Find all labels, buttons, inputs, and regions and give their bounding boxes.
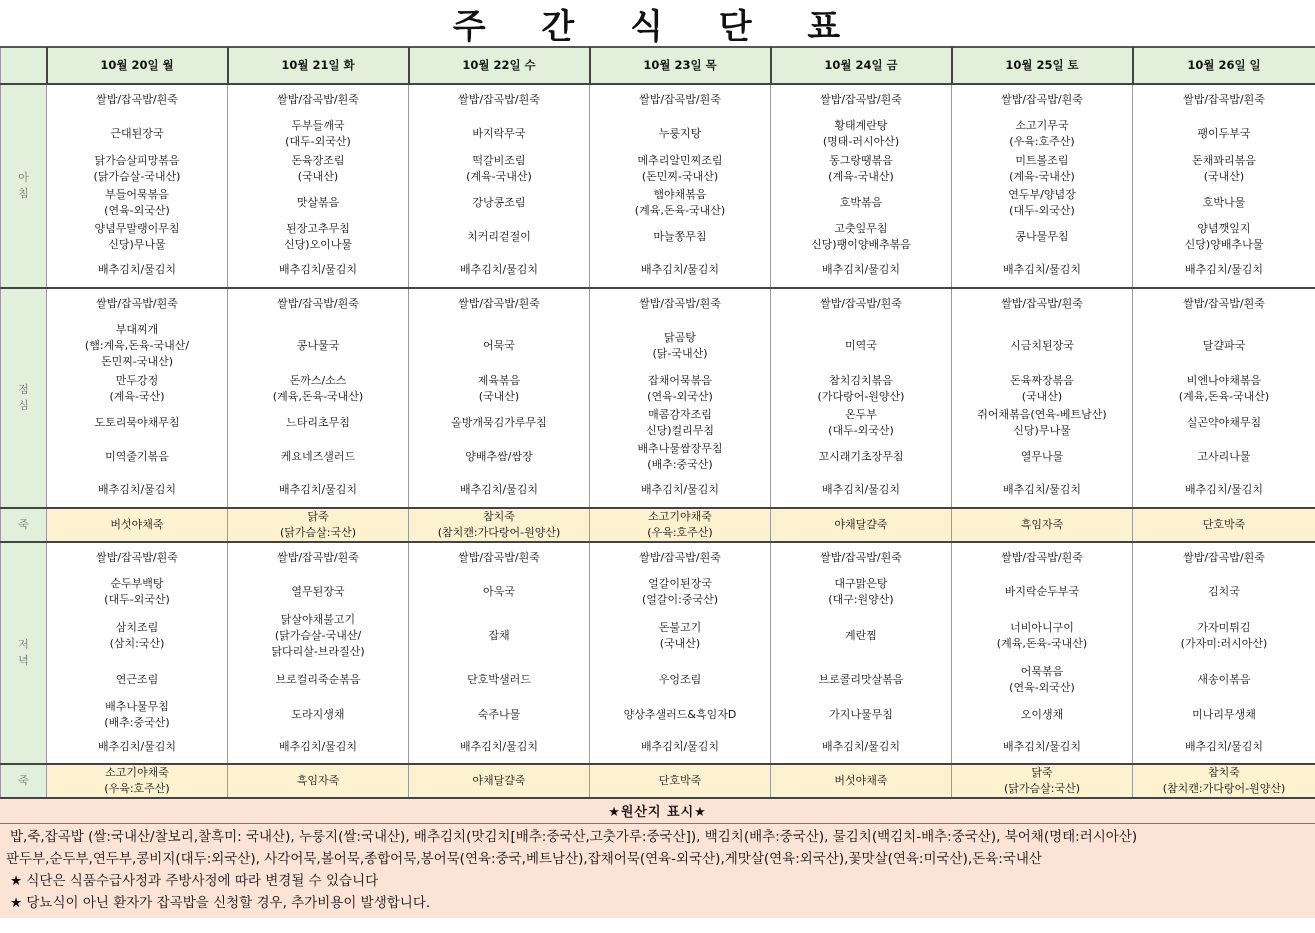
dish-cell: 열무나물 (952, 440, 1133, 474)
dish-cell: 브로컬리죽순볶음 (228, 662, 409, 698)
menu-row (1, 220, 1315, 254)
dish-cell: 쌀밥/잡곡밥/흰죽 (228, 542, 409, 574)
weekly-menu-table (0, 47, 1315, 797)
dish-cell: 햄야채볶음 (계육,돈육-국내산) (590, 186, 771, 220)
notice-menu-change: ★ 식단은 식품수급사정과 주방사정에 따라 변경될 수 있습니다 (10, 872, 379, 889)
dish-cell: 배추김치/물김치 (47, 474, 228, 508)
dish-cell: 양념무말랭이무침 신당)무나물 (47, 220, 228, 254)
day-header: 10월 22일 수 (409, 48, 590, 84)
dish-cell: 가지나물무침 (771, 698, 952, 732)
dish-cell: 참치김치볶음 (가다랑어-원양산) (771, 372, 952, 406)
dish-cell: 아욱국 (409, 574, 590, 610)
origin-line-2: 판두부,순두부,연두부,콩비지(대두:외국산), 사각어묵,볼어묵,종합어묵,봉어묵(연육:중국,베트남산),잡채어묵(연육-외국산),게맛살(연육:외국산),꽃맛살(연육:미국산),돈육:국내산 (6, 850, 1042, 867)
dish-cell: 돈불고기 (국내산) (590, 610, 771, 662)
dish-cell: 호박볶음 (771, 186, 952, 220)
porridge-cell: 단호박죽 (1133, 508, 1315, 542)
dish-cell: 부대찌개 (햄:계육,돈육-국내산/ 돈민찌-국내산) (47, 320, 228, 372)
dish-cell: 쌀밥/잡곡밥/흰죽 (47, 84, 228, 116)
dish-cell: 배추김치/물김치 (952, 474, 1133, 508)
dish-cell: 부들어묵볶음 (연육-외국산) (47, 186, 228, 220)
corner-cell (1, 48, 47, 84)
porridge-cell: 야채달걀죽 (409, 764, 590, 797)
dish-cell: 달걀파국 (1133, 320, 1315, 372)
dish-cell: 어묵볶음 (연육-외국산) (952, 662, 1133, 698)
dish-cell: 도라지생채 (228, 698, 409, 732)
dish-cell: 배추김치/물김치 (228, 254, 409, 288)
menu-row (1, 610, 1315, 662)
porridge-cell: 야채달걀죽 (771, 508, 952, 542)
dish-cell: 닭곰탕 (닭-국내산) (590, 320, 771, 372)
origin-line-1: 밥,죽,잡곡밥 (쌀:국내산/찰보리,찰흑미: 국내산), 누룽지(쌀:국내산), 배추김치(맛김치[배추:중국산,고춧가루:중국산]), 백김치(배추:중국산), 물김치(백김치-배추:중국산), 북어채(명태:러시아산) (10, 828, 1138, 845)
dish-cell: 배추김치/물김치 (590, 474, 771, 508)
dish-cell: 바지락순두부국 (952, 574, 1133, 610)
meal-label-porridge: 죽 (1, 508, 47, 542)
dish-cell: 돈육장조림 (국내산) (228, 152, 409, 186)
porridge-cell: 단호박죽 (590, 764, 771, 797)
dish-cell: 배추김치/물김치 (590, 254, 771, 288)
dish-cell: 배추김치/물김치 (771, 254, 952, 288)
dish-cell: 꼬시래기초장무침 (771, 440, 952, 474)
menu-row (1, 116, 1315, 152)
dish-cell: 연두부/양념장 (대두-외국산) (952, 186, 1133, 220)
dish-cell: 쌀밥/잡곡밥/흰죽 (952, 542, 1133, 574)
dish-cell: 강낭콩조림 (409, 186, 590, 220)
dish-cell: 쥐어채볶음(연육-베트남산) 신당)무나물 (952, 406, 1133, 440)
dish-cell: 고춧잎무침 신당)팽이양배추볶음 (771, 220, 952, 254)
dish-cell: 양념깻잎지 신당)양배추나물 (1133, 220, 1315, 254)
origin-notes (0, 824, 1315, 918)
menu-row (1, 732, 1315, 764)
dish-cell: 쌀밥/잡곡밥/흰죽 (409, 288, 590, 320)
dish-cell: 대구맑은탕 (대구:원양산) (771, 574, 952, 610)
dish-cell: 케요네즈샐러드 (228, 440, 409, 474)
dish-cell: 쌀밥/잡곡밥/흰죽 (1133, 542, 1315, 574)
dish-cell: 배추김치/물김치 (47, 732, 228, 764)
dish-cell: 떡갈비조림 (계육-국내산) (409, 152, 590, 186)
meal-label-breakfast: 아 침 (1, 84, 47, 288)
dish-cell: 쌀밥/잡곡밥/흰죽 (228, 84, 409, 116)
menu-row (1, 542, 1315, 574)
dish-cell: 쌀밥/잡곡밥/흰죽 (47, 288, 228, 320)
dish-cell: 배추나물쌈장무침 (배추:중국산) (590, 440, 771, 474)
porridge-cell: 소고기야채죽 (우육:호주산) (590, 508, 771, 542)
page-title: 주 간 식 단 표 (0, 0, 1315, 47)
dish-cell: 팽이두부국 (1133, 116, 1315, 152)
dish-cell: 시금치된장국 (952, 320, 1133, 372)
dish-cell: 양배추쌈/쌈장 (409, 440, 590, 474)
menu-row (1, 186, 1315, 220)
dish-cell: 배추김치/물김치 (952, 254, 1133, 288)
dish-cell: 쌀밥/잡곡밥/흰죽 (590, 542, 771, 574)
dish-cell: 비엔나야채볶음 (계육,돈육-국내산) (1133, 372, 1315, 406)
dish-cell: 가자미튀김 (가자미:러시아산) (1133, 610, 1315, 662)
dish-cell: 양상추샐러드&흑임자D (590, 698, 771, 732)
dish-cell: 쌀밥/잡곡밥/흰죽 (952, 288, 1133, 320)
dish-cell: 돈까스/소스 (계육,돈육-국내산) (228, 372, 409, 406)
dish-cell: 온두부 (대두-외국산) (771, 406, 952, 440)
dish-cell: 순두부백탕 (대두-외국산) (47, 574, 228, 610)
dish-cell: 쌀밥/잡곡밥/흰죽 (771, 288, 952, 320)
dish-cell: 배추김치/물김치 (771, 474, 952, 508)
menu-row (1, 372, 1315, 406)
dish-cell: 계란찜 (771, 610, 952, 662)
dish-cell: 배추김치/물김치 (952, 732, 1133, 764)
dish-cell: 도토리묵야채무침 (47, 406, 228, 440)
dish-cell: 쌀밥/잡곡밥/흰죽 (47, 542, 228, 574)
dish-cell: 메추리알민찌조림 (돈민찌-국내산) (590, 152, 771, 186)
dish-cell: 배추나물무침 (배추:중국산) (47, 698, 228, 732)
dish-cell: 매콤감자조림 신당)컬리무침 (590, 406, 771, 440)
dish-cell: 바지락무국 (409, 116, 590, 152)
day-header: 10월 24일 금 (771, 48, 952, 84)
porridge-cell: 버섯야채죽 (771, 764, 952, 797)
dish-cell: 연근조림 (47, 662, 228, 698)
menu-row (1, 698, 1315, 732)
dish-cell: 배추김치/물김치 (409, 474, 590, 508)
day-header: 10월 26일 일 (1133, 48, 1315, 84)
day-header-row (1, 48, 1315, 84)
dish-cell: 잡채어묵볶음 (연육-외국산) (590, 372, 771, 406)
dish-cell: 맛살볶음 (228, 186, 409, 220)
dish-cell: 배추김치/물김치 (590, 732, 771, 764)
porridge-cell: 닭죽 (닭가슴살:국산) (228, 508, 409, 542)
dish-cell: 쌀밥/잡곡밥/흰죽 (228, 288, 409, 320)
dish-cell: 배추김치/물김치 (1133, 732, 1315, 764)
menu-row (1, 662, 1315, 698)
dish-cell: 고사리나물 (1133, 440, 1315, 474)
dish-cell: 쌀밥/잡곡밥/흰죽 (409, 542, 590, 574)
dish-cell: 된장고추무침 신당)오이나물 (228, 220, 409, 254)
dish-cell: 어묵국 (409, 320, 590, 372)
dish-cell: 미나리무생채 (1133, 698, 1315, 732)
menu-row (1, 84, 1315, 116)
dish-cell: 쌀밥/잡곡밥/흰죽 (590, 288, 771, 320)
porridge-cell: 버섯야채죽 (47, 508, 228, 542)
porridge-cell: 참치죽 (참치캔:가다랑어-원양산) (1133, 764, 1315, 797)
dish-cell: 배추김치/물김치 (228, 732, 409, 764)
dish-cell: 얼갈이된장국 (얼갈이:중국산) (590, 574, 771, 610)
dish-cell: 배추김치/물김치 (47, 254, 228, 288)
dish-cell: 단호박샐러드 (409, 662, 590, 698)
dish-cell: 미역국 (771, 320, 952, 372)
dish-cell: 닭살야채불고기 (닭가슴살-국내산/ 닭다리살-브라질산) (228, 610, 409, 662)
dish-cell: 새송이볶음 (1133, 662, 1315, 698)
meal-label-porridge: 죽 (1, 764, 47, 797)
dish-cell: 동그랑땡볶음 (계육-국내산) (771, 152, 952, 186)
dish-cell: 실곤약야채무침 (1133, 406, 1315, 440)
porridge-cell: 닭죽 (닭가슴살:국산) (952, 764, 1133, 797)
menu-row (1, 574, 1315, 610)
menu-row (1, 288, 1315, 320)
dish-cell: 미트볼조림 (계육-국내산) (952, 152, 1133, 186)
dish-cell: 제육볶음 (국내산) (409, 372, 590, 406)
dish-cell: 쌀밥/잡곡밥/흰죽 (952, 84, 1133, 116)
dish-cell: 배추김치/물김치 (409, 254, 590, 288)
dish-cell: 쌀밥/잡곡밥/흰죽 (1133, 84, 1315, 116)
day-header: 10월 20일 월 (47, 48, 228, 84)
origin-heading: ★원산지 표시★ (0, 797, 1315, 824)
dish-cell: 소고기무국 (우육:호주산) (952, 116, 1133, 152)
dish-cell: 콩나물국 (228, 320, 409, 372)
dish-cell: 쌀밥/잡곡밥/흰죽 (590, 84, 771, 116)
menu-row (1, 474, 1315, 508)
dish-cell: 배추김치/물김치 (1133, 474, 1315, 508)
dish-cell: 배추김치/물김치 (1133, 254, 1315, 288)
dish-cell: 마늘쫑무침 (590, 220, 771, 254)
porridge-row (1, 508, 1315, 542)
dish-cell: 느타리초무침 (228, 406, 409, 440)
dish-cell: 쌀밥/잡곡밥/흰죽 (771, 84, 952, 116)
dish-cell: 배추김치/물김치 (409, 732, 590, 764)
dish-cell: 만두강정 (계육-국산) (47, 372, 228, 406)
dish-cell: 배추김치/물김치 (771, 732, 952, 764)
dish-cell: 근대된장국 (47, 116, 228, 152)
dish-cell: 브로콜리맛살볶음 (771, 662, 952, 698)
menu-row (1, 152, 1315, 186)
dish-cell: 우엉조림 (590, 662, 771, 698)
notice-extra-charge: ★ 당뇨식이 아닌 환자가 잡곡밥을 신청할 경우, 추가비용이 발생합니다. (10, 894, 431, 911)
dish-cell: 돈육짜장볶음 (국내산) (952, 372, 1133, 406)
porridge-row (1, 764, 1315, 797)
dish-cell: 두부들깨국 (대두-외국산) (228, 116, 409, 152)
menu-row (1, 440, 1315, 474)
dish-cell: 치커리겉절이 (409, 220, 590, 254)
meal-label-dinner: 저 녁 (1, 542, 47, 764)
porridge-cell: 흑임자죽 (952, 508, 1133, 542)
dish-cell: 너비아니구이 (계육,돈육-국내산) (952, 610, 1133, 662)
meal-label-lunch: 점 심 (1, 288, 47, 508)
dish-cell: 김치국 (1133, 574, 1315, 610)
dish-cell: 콩나물무침 (952, 220, 1133, 254)
dish-cell: 열무된장국 (228, 574, 409, 610)
day-header: 10월 25일 토 (952, 48, 1133, 84)
dish-cell: 삼치조림 (삼치:국산) (47, 610, 228, 662)
day-header: 10월 21일 화 (228, 48, 409, 84)
porridge-cell: 흑임자죽 (228, 764, 409, 797)
dish-cell: 호박나물 (1133, 186, 1315, 220)
porridge-cell: 소고기야채죽 (우육:호주산) (47, 764, 228, 797)
menu-row (1, 320, 1315, 372)
dish-cell: 쌀밥/잡곡밥/흰죽 (1133, 288, 1315, 320)
dish-cell: 오이생채 (952, 698, 1133, 732)
menu-row (1, 254, 1315, 288)
porridge-cell: 참치죽 (참치캔:가다랑어-원양산) (409, 508, 590, 542)
dish-cell: 쌀밥/잡곡밥/흰죽 (771, 542, 952, 574)
dish-cell: 숙주나물 (409, 698, 590, 732)
day-header: 10월 23일 목 (590, 48, 771, 84)
dish-cell: 배추김치/물김치 (228, 474, 409, 508)
dish-cell: 쌀밥/잡곡밥/흰죽 (409, 84, 590, 116)
dish-cell: 황태계란탕 (명태-러시아산) (771, 116, 952, 152)
dish-cell: 돈채꽈리볶음 (국내산) (1133, 152, 1315, 186)
dish-cell: 닭가슴살피망볶음 (닭가슴살-국내산) (47, 152, 228, 186)
dish-cell: 미역줄기볶음 (47, 440, 228, 474)
dish-cell: 잡채 (409, 610, 590, 662)
dish-cell: 올방개묵김가루무침 (409, 406, 590, 440)
dish-cell: 누룽지탕 (590, 116, 771, 152)
menu-row (1, 406, 1315, 440)
